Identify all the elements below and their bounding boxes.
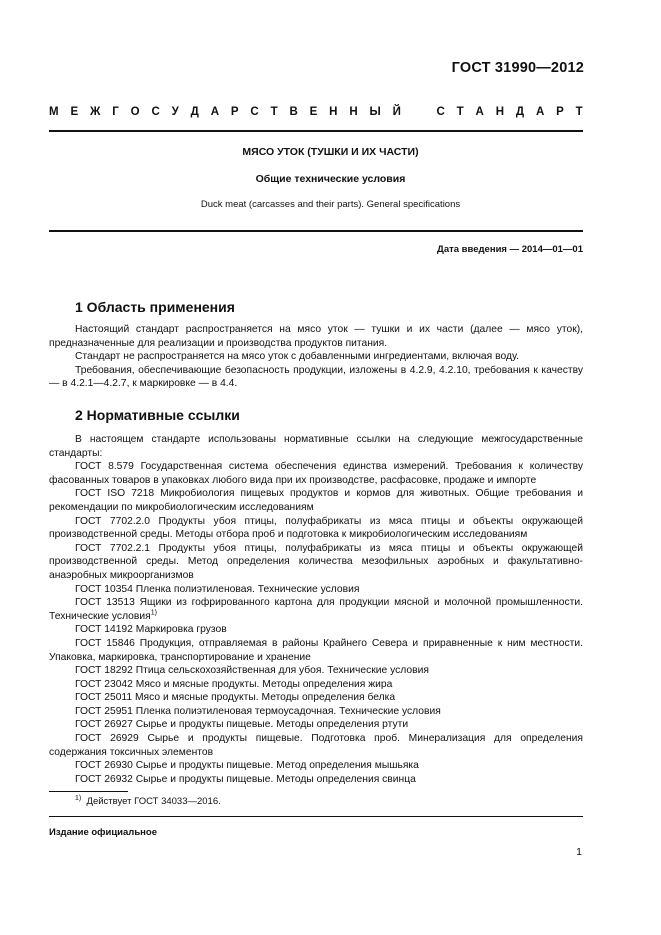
reference-item: ГОСТ ISO 7218 Микробиология пищевых продуктов и кормов для животных. Общие требования и рекомендации по микробиологическим исследованиям	[49, 488, 583, 513]
english-title: Duck meat (carcasses and their parts). General specifications	[200, 199, 461, 210]
top-rule	[49, 130, 583, 132]
reference-item: ГОСТ 15846 Продукция, отправляемая в районы Крайнего Севера и приравненные к ним местности. Упаковка, маркировка, транспортирование и хранение	[49, 637, 583, 663]
banner-letter: С	[436, 106, 445, 118]
banner-letter: А	[535, 106, 545, 118]
page-number: 1	[576, 846, 582, 858]
references-intro: В настоящем стандарте использованы нормативные ссылки на следующие межгосударственные стандарты:	[49, 434, 583, 459]
reference-item: ГОСТ 7702.2.0 Продукты убоя птицы, полуфабрикаты из мяса птицы и объекты окружающей производственной среды. Методы отбора проб и подготовка к микробиологическим исследованиям	[49, 515, 583, 541]
bottom-rule	[49, 816, 583, 817]
footnote: $^{1)}$ Действует ГОСТ 34033—2016.	[75, 794, 221, 807]
reference-item: ГОСТ 23042 Мясо и мясные продукты. Методы определения жира	[75, 678, 393, 690]
footnote-separator	[49, 791, 128, 792]
title-rule	[49, 230, 583, 232]
section-1-text	[49, 323, 583, 391]
banner-letter: С	[151, 106, 160, 118]
banner-letter: А	[475, 106, 484, 118]
standard-title: МЯСО УТОК (ТУШКИ И ИХ ЧАСТИ)	[242, 146, 419, 158]
section-1-paragraph: Стандарт не распространяется на мясо уток с добавленными ингредиентами, включая воду.	[75, 351, 519, 363]
standard-subtitle: Общие технические условия	[255, 173, 406, 185]
section-2-heading: 2 Нормативные ссылки	[75, 407, 240, 423]
banner-letter: М	[49, 106, 59, 118]
reference-item: ГОСТ 26930 Сырье и продукты пищевые. Метод определения мышьяка	[75, 760, 419, 772]
banner-letter: Й	[392, 106, 401, 118]
banner-letter: С	[250, 106, 259, 118]
reference-item: ГОСТ 25951 Пленка полиэтиленовая термоусадочная. Технические условия	[75, 705, 441, 717]
reference-item: ГОСТ 26932 Сырье и продукты пищевые. Методы определения свинца	[75, 773, 416, 785]
banner-letter: Т	[270, 106, 278, 118]
reference-item: ГОСТ 7702.2.1 Продукты убоя птицы, полуфабрикаты из мяса птицы и объекты окружающей производственной среды. Метод определения количества мезофильных аэробных и факультативно-анаэробных микроорганизмов	[49, 542, 583, 581]
section-1-paragraph: Требования, обеспечивающие безопасность продукции, изложены в 4.2.9, 4.2.10, требования к качеству — в 4.2.1—4.2.7, к маркировке — в 4.4.	[49, 364, 583, 390]
banner-letter: Е	[70, 106, 79, 118]
banner-letter: В	[289, 106, 298, 118]
reference-item: ГОСТ 10354 Пленка полиэтиленовая. Технические условия	[75, 583, 360, 595]
banner-letter: Н	[495, 106, 505, 118]
banner-letter: А	[210, 106, 220, 118]
banner-letter: Ж	[89, 106, 101, 118]
reference-item: ГОСТ 14192 Маркировка грузов	[75, 624, 227, 636]
standard-number: ГОСТ 31990—2012	[451, 60, 584, 76]
banner-letter: Р	[556, 106, 564, 118]
introduction-date: Дата введения — 2014—01—01	[437, 244, 583, 255]
banner-letter: Н	[329, 106, 338, 118]
section-1-heading: 1 Область применения	[75, 299, 235, 315]
banner-letter: Г	[112, 106, 119, 118]
banner-letter: Т	[575, 106, 583, 118]
reference-item: ГОСТ 26929 Сырье и продукты пищевые. Подготовка проб. Минерализация для определения содержания токсичных элементов	[49, 733, 583, 758]
banner-letter: Т	[456, 106, 464, 118]
banner-letter: О	[130, 106, 140, 118]
banner-letter: Ы	[369, 106, 381, 118]
normative-references	[49, 433, 583, 786]
reference-item: ГОСТ 18292 Птица сельскохозяйственная для убоя. Технические условия	[75, 665, 429, 677]
reference-item: ГОСТ 13513 Ящики из гофрированного картона для продукции мясной и молочной промышленности. Технические условия$^{1)}$	[49, 597, 583, 622]
section-1-paragraph: Настоящий стандарт распространяется на мясо уток — тушки и их части (далее — мясо уток), предназначенные для реализации и производства продуктов питания.	[49, 324, 583, 349]
banner-letter: Н	[349, 106, 358, 118]
banner-letter: Е	[309, 106, 318, 118]
official-edition: Издание официальное	[49, 827, 157, 838]
banner-letter: Р	[230, 106, 239, 118]
banner-letter: Д	[190, 106, 199, 118]
interstate-standard-banner	[49, 106, 583, 118]
reference-item: ГОСТ 25011 Мясо и мясные продукты. Методы определения белка	[75, 692, 396, 704]
reference-item: ГОСТ 8.579 Государственная система обеспечения единства измерений. Требования к количеству фасованных товаров в упаковках любого вида при их производстве, расфасовке, продаже и импорте	[49, 461, 583, 486]
reference-item: ГОСТ 26927 Сырье и продукты пищевые. Методы определения ртути	[75, 719, 409, 731]
banner-letter: Д	[515, 106, 525, 118]
banner-letter: У	[171, 106, 179, 118]
